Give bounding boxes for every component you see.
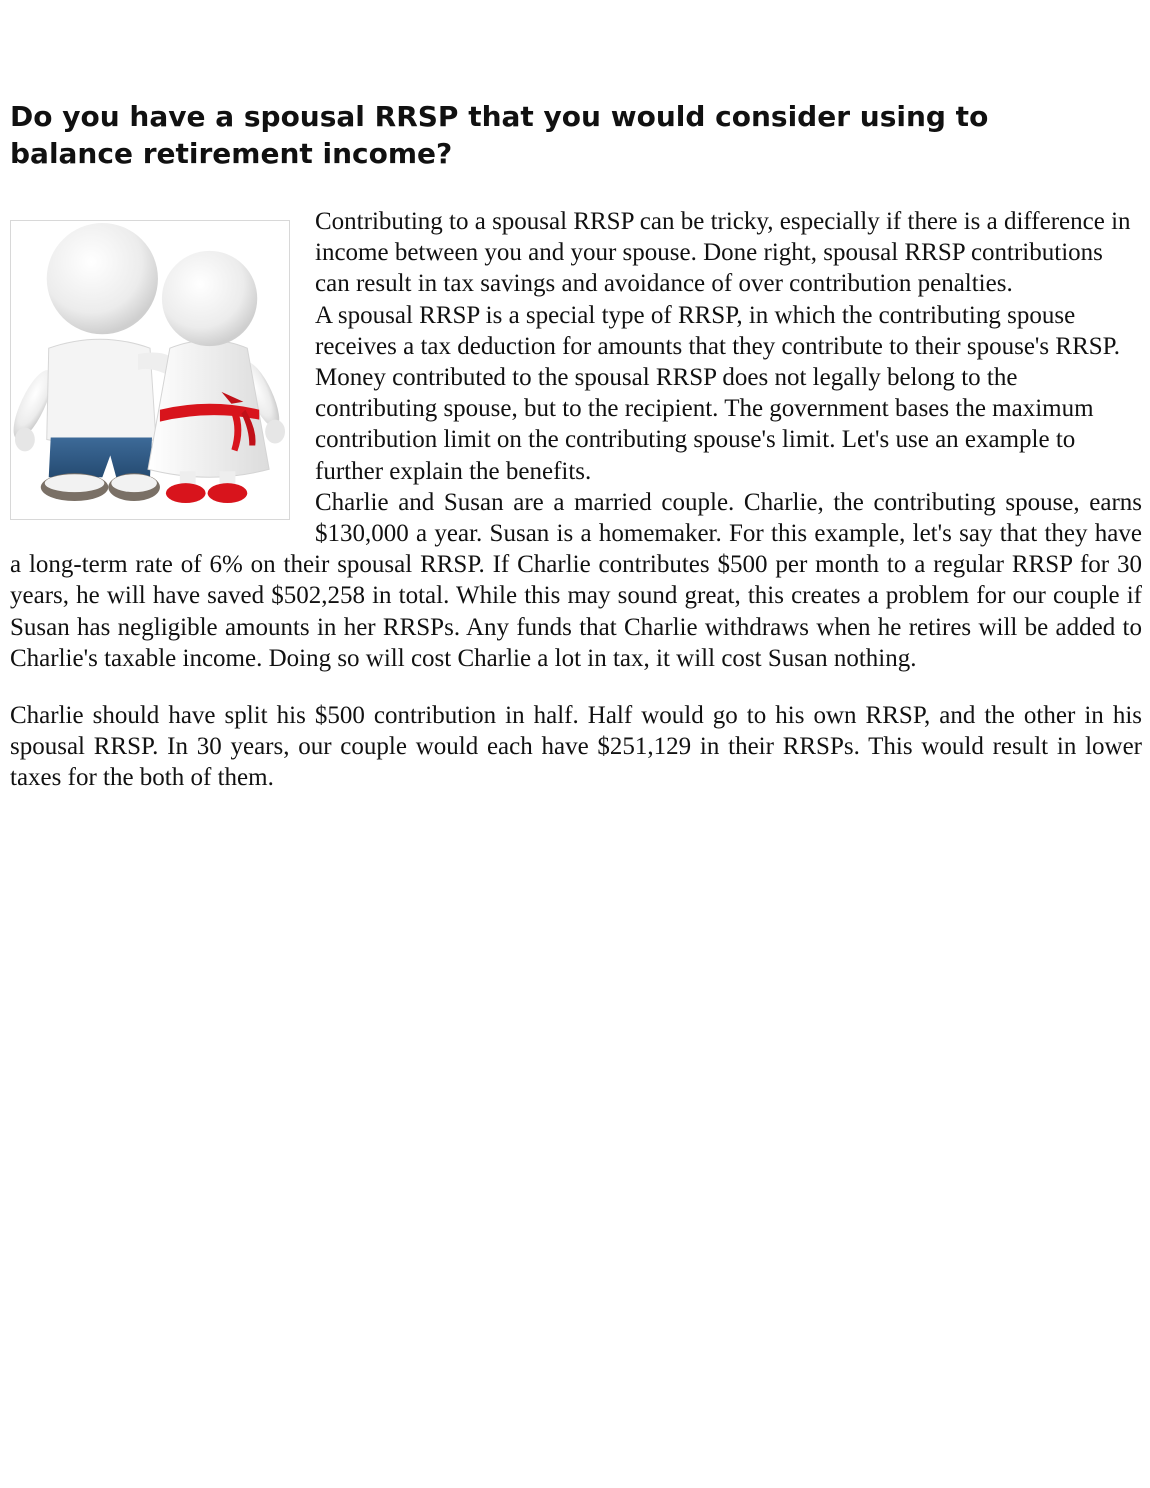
paragraph-example: Charlie and Susan are a married couple. Charlie, the contributing spouse, earns $130,000 a year. Susan is a homemaker. For this example, let's say that they have a long-term rate of 6% on their spousal RRSP. If Charlie contributes $500 per month to a regular RRSP for 30 years, he will have saved $502,258 in total. While this may sound great, this creates a problem for our couple if Susan has negligible amounts in her RRSPs. Any funds that Charlie withdraws when he retires will be added to Charlie's taxable income. Doing so will cost Charlie a lot in tax, it will cost Susan nothing. (10, 488, 1142, 672)
couple-illustration (10, 220, 290, 520)
paragraph-intro: Contributing to a spousal RRSP can be tricky, especially if there is a difference in income between you and your spouse. Done right, spousal RRSP contributions can result in tax savings and avoidance of over contribution penalties. (315, 208, 1131, 298)
page-title: Do you have a spousal RRSP that you would consider using to balance retirement income? (10, 100, 989, 170)
couple-figures-icon (11, 221, 289, 519)
paragraph-definition: A spousal RRSP is a special type of RRSP, in which the contributing spouse receives a tax deduction for amounts that they contribute to their spouse's RRSP. Money contributed to the spousal RRSP does not legally belong to the contributing spouse, but to the recipient. The government bases the maximum contribution limit on the contributing spouse's limit. Let's use an example to further explain the benefits. (315, 301, 1121, 485)
woman-figure (148, 251, 286, 503)
paragraph-conclusion: Charlie should have split his $500 contribution in half. Half would go to his own RRSP, and the other in his spousal RRSP. In 30 years, our couple would each have $251,129 in their RRSPs. This would result in lower taxes for the both of them. (10, 702, 1142, 792)
article-body (10, 206, 1142, 794)
